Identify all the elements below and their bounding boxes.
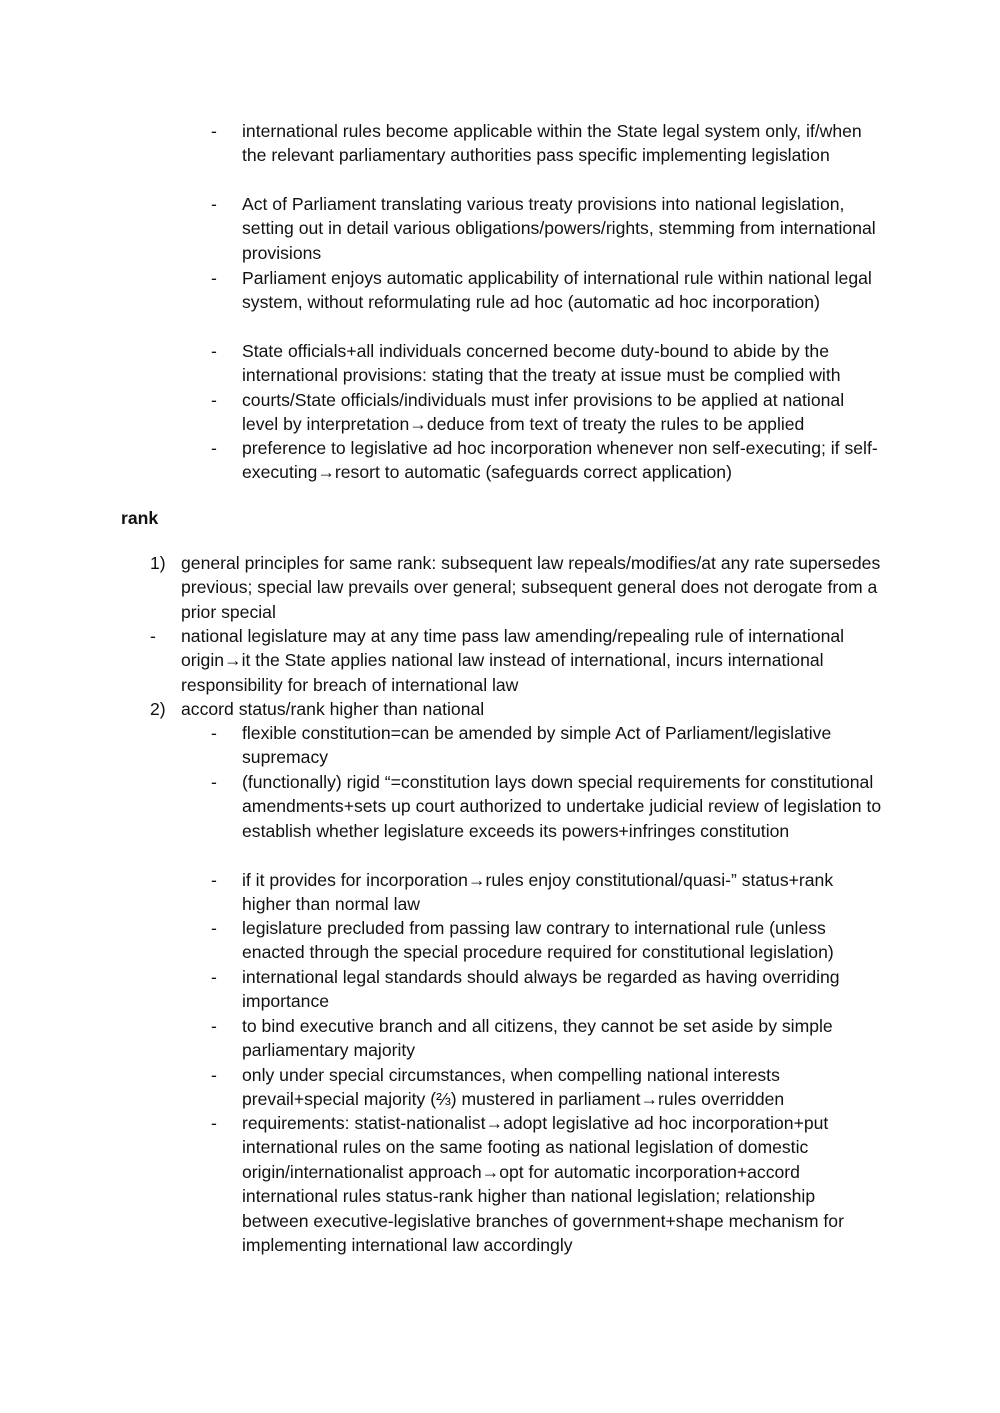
bullet-marker: - [211,918,217,938]
section-heading: rank [121,508,159,528]
list-item-text: to bind executive branch and all citizens, they cannot be set aside by simple parliamentary majority [242,1016,833,1061]
bullet-marker: - [211,967,217,987]
list-item-text: legislature precluded from passing law contrary to international rule (unless enacted through the special procedure required for constitutional legislation) [242,918,834,963]
list-item [211,192,882,265]
list-item-text: Parliament enjoys automatic applicability of international rule within national legal system, without reformulating rule ad hoc (automatic ad hoc incorporation) [242,268,872,313]
list-item [211,868,882,917]
list-item [211,721,882,770]
list-item-text: flexible constitution=can be amended by simple Act of Parliament/legislative supremacy [242,723,832,768]
list-item [150,551,881,624]
list-item-text: State officials+all individuals concerned become duty-bound to abide by the international provisions: stating that the treaty at issue must be complied with [242,341,841,386]
list-item [211,1063,882,1112]
list-item-text: if it provides for incorporation→rules enjoy constitutional/quasi-” status+rank higher than normal law [242,870,834,915]
list-item [211,339,882,388]
list-item-text: courts/State officials/individuals must infer provisions to be applied at national level by interpretation→deduce from text of treaty the rules to be applied [242,390,845,435]
list-number-marker: 1) [150,553,166,573]
bullet-marker: - [211,1113,217,1133]
list-item [211,965,882,1014]
list-number-marker: 2) [150,699,166,719]
bullet-marker: - [211,438,217,458]
list-item-text: international rules become applicable within the State legal system only, if/when the relevant parliamentary authorities pass specific implementing legislation [242,121,862,166]
list-item [150,624,881,697]
list-item-text: international legal standards should always be regarded as having overriding importance [242,967,840,1012]
bullet-marker: - [211,1016,217,1036]
list-item-text: national legislature may at any time pass law amending/repealing rule of international origin→it the State applies national law instead of international, incurs international responsibility for breach of international law [181,626,845,695]
list-item-text: preference to legislative ad hoc incorporation whenever non self-executing; if self-executing→resort to automatic (safeguards correct application) [242,438,878,483]
bullet-marker: - [211,772,217,792]
list-item-text: general principles for same rank: subsequent law repeals/modifies/at any rate supersedes previous; special law prevails over general; subsequent general does not derogate from a prior special [181,553,881,622]
bullet-marker: - [211,1065,217,1085]
bullet-marker: - [211,194,217,214]
list-item-text: (functionally) rigid “=constitution lays down special requirements for constitutional amendments+sets up court authorized to undertake judicial review of legislation to establish whether legislature exceeds its powers+infringes constitution [242,772,882,841]
list-item [211,436,882,485]
list-item [211,266,882,315]
list-item [211,1111,882,1257]
list-item [211,916,882,965]
bullet-marker: - [211,390,217,410]
list-item-text: requirements: statist-nationalist→adopt legislative ad hoc incorporation+put international rules on the same footing as national legislation of domestic origin/internationalist approach→opt for automatic incorporation+accord international rules status-rank higher than national legislation; relationship between executive-legislative branches of government+shape mechanism for implementing international law accordingly [242,1113,844,1256]
list-item [211,1014,882,1063]
list-item-text: only under special circumstances, when compelling national interests prevail+special majority (⅔) mustered in parliament→rules overridden [242,1065,785,1110]
list-item [150,697,881,721]
list-item-text: accord status/rank higher than national [181,699,485,719]
bullet-marker: - [211,121,217,141]
list-item [211,119,882,168]
bullet-marker: - [150,626,156,646]
bullet-marker: - [211,723,217,743]
bullet-marker: - [211,268,217,288]
list-item-text: Act of Parliament translating various treaty provisions into national legislation, setting out in detail various obligations/powers/rights, stemming from international provisions [242,194,876,263]
list-item [211,770,882,843]
bullet-marker: - [211,341,217,361]
bullet-marker: - [211,870,217,890]
list-item [211,388,882,437]
